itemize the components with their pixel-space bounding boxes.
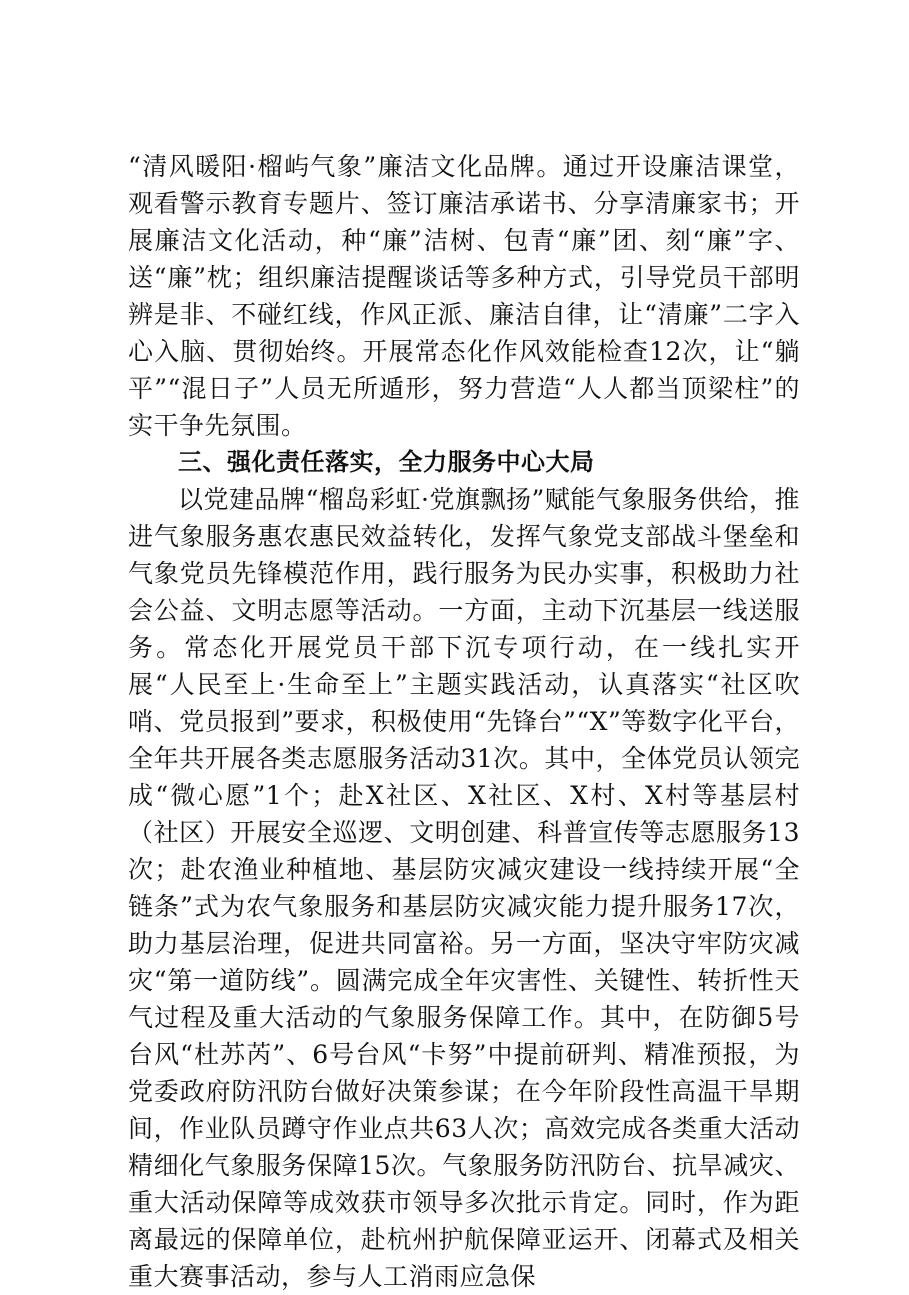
body-paragraph-continued: “清风暖阳·榴屿气象”廉洁文化品牌。通过开设廉洁课堂，观看警示教育专题片、签订廉洁承诺书、分享清廉家书；开展廉洁文化活动，种“廉”洁树、包青“廉”团、刻“廉”字、送“廉”枕；组织廉洁提醒谈话等多种方式，引导党员干部明辨是非、不碰红线，作风正派、廉洁自律，让“清廉”二字入心入脑、贯彻始终。开展常态化作风效能检查12次，让“躺平”“混日子”人员无所遁形，努力营造“人人都当顶梁柱”的实干争先氛围。 (128, 152, 800, 440)
section-heading: 三、强化责任落实，全力服务中心大局 (178, 448, 595, 476)
document-body (128, 148, 800, 1295)
body-paragraph-section-three: 以党建品牌“榴岛彩虹·党旗飘扬”赋能气象服务供给，推进气象服务惠农惠民效益转化，发挥气象党支部战斗堡垒和气象党员先锋模范作用，践行服务为民办实事，积极助力社会公益、文明志愿等活动。一方面，主动下沉基层一线送服务。常态化开展党员干部下沉专项行动，在一线扎实开展“人民至上·生命至上”主题实践活动，认真落实“社区吹哨、党员报到”要求，积极使用“先锋台”“X”等数字化平台，全年共开展各类志愿服务活动31次。其中，全体党员认领完成“微心愿”1个；赴X社区、X社区、X村、X村等基层村（社区）开展安全巡逻、文明创建、科普宣传等志愿服务13次；赴农渔业种植地、基层防灾减灾建设一线持续开展“全链条”式为农气象服务和基层防灾减灾能力提升服务17次，助力基层治理，促进共同富裕。另一方面，坚决守牢防灾减灾“第一道防线”。圆满完成全年灾害性、关键性、转折性天气过程及重大活动的气象服务保障工作。其中，在防御5号台风“杜苏芮”、6号台风“卡努”中提前研判、精准预报，为党委政府防汛防台做好决策参谋；在今年阶段性高温干旱期间，作业队员蹲守作业点共63人次；高效完成各类重大活动精细化气象服务保障15次。气象服务防汛防台、抗旱减灾、重大活动保障等成效获市领导多次批示肯定。同时，作为距离最远的保障单位，赴杭州护航保障亚运开、闭幕式及相关重大赛事活动，参与人工消雨应急保 (128, 485, 800, 1291)
